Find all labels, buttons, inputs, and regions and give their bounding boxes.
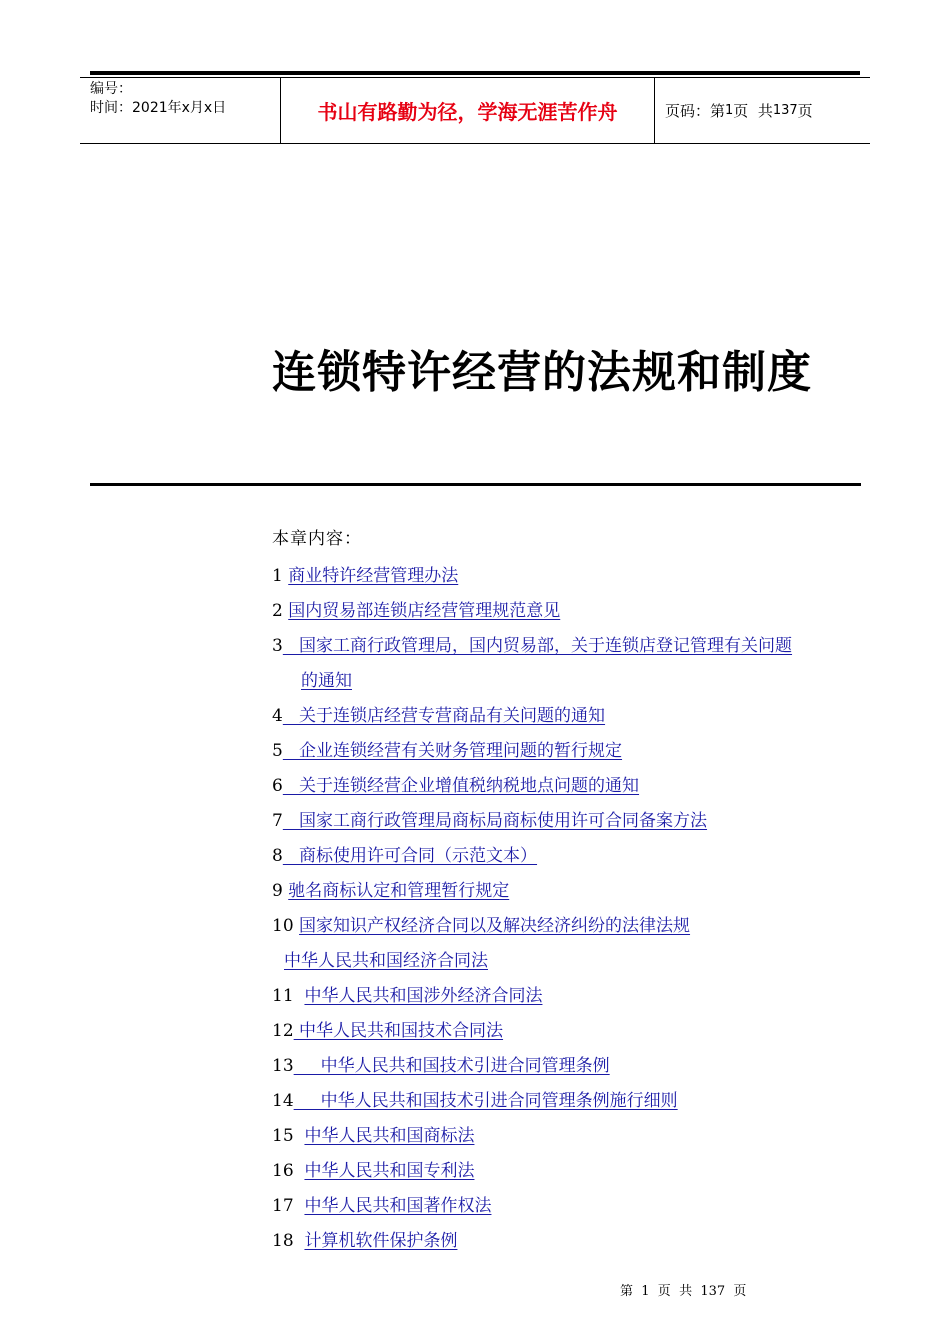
toc-item-number: 9 (272, 881, 283, 901)
toc-item-number: 16 (272, 1161, 294, 1181)
toc-item (272, 594, 872, 629)
document-time-label: 时间：2021年x月x日 (90, 100, 227, 116)
toc-item-number: 11 (272, 986, 294, 1006)
toc-item (272, 699, 872, 734)
toc-item-number: 10 (272, 916, 294, 936)
toc-item-link[interactable]: 商业特许经营管理办法 (288, 566, 459, 586)
toc-item-link[interactable]: 国家工商行政管理局商标局商标使用许可合同备案方法 (282, 811, 708, 831)
toc-item (272, 1189, 872, 1224)
toc-item (272, 559, 872, 594)
toc-item-link[interactable]: 商标使用许可合同（示范文本） (282, 846, 538, 866)
toc-item-link[interactable]: 中华人民共和国涉外经济合同法 (304, 986, 543, 1006)
toc-item (272, 804, 872, 839)
toc-item-number: 4 (272, 706, 283, 726)
toc-item (272, 1014, 872, 1049)
toc-item (272, 1049, 872, 1084)
toc-item-number: 15 (272, 1126, 294, 1146)
toc-item-link[interactable]: 中华人民共和国经济合同法 (284, 951, 488, 971)
header-motto: 书山有路勤为径，学海无涯苦作舟 (281, 78, 655, 143)
toc-item (272, 944, 872, 979)
toc-item-number: 8 (272, 846, 283, 866)
toc-item (272, 979, 872, 1014)
toc-item-link[interactable]: 中华人民共和国著作权法 (304, 1196, 492, 1216)
toc-item-number: 3 (272, 636, 283, 656)
toc-item-number: 13 (272, 1056, 294, 1076)
toc-item-gap (294, 1196, 305, 1216)
toc-heading: 本章内容： (272, 529, 362, 549)
toc-item (272, 839, 872, 874)
toc-item-link[interactable]: 关于连锁经营企业增值税纳税地点问题的通知 (282, 776, 640, 796)
header-page-info (655, 78, 870, 143)
toc-list (272, 559, 872, 1259)
page-footer: 第 1 页 共 137 页 (620, 1284, 747, 1299)
page-label-suffix: 页 (797, 102, 813, 120)
toc-item-link[interactable]: 驰名商标认定和管理暂行规定 (288, 881, 510, 901)
toc-item (272, 734, 872, 769)
page-total: 137 (772, 103, 798, 118)
toc-item-gap (294, 1126, 305, 1146)
toc-item-link[interactable]: 中华人民共和国专利法 (304, 1161, 475, 1181)
title-divider (90, 483, 861, 486)
toc-item-number: 17 (272, 1196, 294, 1216)
toc-item-link[interactable]: 企业连锁经营有关财务管理问题的暂行规定 (282, 741, 623, 761)
toc-item-number: 7 (272, 811, 283, 831)
toc-item (272, 1224, 872, 1259)
toc-item-link[interactable]: 中华人民共和国商标法 (304, 1126, 475, 1146)
document-title: 连锁特许经营的法规和制度 (272, 347, 812, 398)
toc-item-gap (294, 1161, 305, 1181)
toc-item-link[interactable]: 中华人民共和国技术引进合同管理条例 (293, 1056, 610, 1076)
toc-item-number: 6 (272, 776, 283, 796)
toc-item-link[interactable]: 中华人民共和国技术引进合同管理条例施行细则 (293, 1091, 678, 1111)
toc-item-link[interactable]: 国内贸易部连锁店经营管理规范意见 (288, 601, 561, 621)
toc-item-number: 14 (272, 1091, 294, 1111)
toc-item (272, 1084, 872, 1119)
page-current: 1 (725, 103, 734, 118)
toc-item (272, 769, 872, 804)
toc-item-link[interactable]: 国家工商行政管理局，国内贸易部，关于连锁店登记管理有关问题 (282, 636, 793, 656)
toc-item-number: 12 (272, 1021, 294, 1041)
toc-item-gap (294, 1231, 305, 1251)
toc-item-link[interactable]: 国家知识产权经济合同以及解决经济纠纷的法律法规 (299, 916, 691, 936)
table-of-contents (272, 525, 872, 1259)
toc-item (272, 1119, 872, 1154)
toc-item-link[interactable]: 关于连锁店经营专营商品有关问题的通知 (282, 706, 606, 726)
toc-item (272, 629, 872, 664)
page-label-prefix: 页码：第 (665, 102, 726, 120)
toc-item-link[interactable]: 的通知 (301, 671, 352, 691)
page-header (80, 77, 870, 144)
toc-item-link[interactable]: 计算机软件保护条例 (304, 1231, 458, 1251)
toc-item-gap (294, 986, 305, 1006)
toc-item (272, 1154, 872, 1189)
toc-item (272, 909, 872, 944)
toc-item (272, 874, 872, 909)
toc-item-number: 2 (272, 601, 283, 621)
toc-item-number: 5 (272, 741, 283, 761)
document-number-label: 编号： (90, 81, 132, 97)
page-label-mid: 页 共 (733, 102, 773, 120)
toc-item-link[interactable]: 中华人民共和国技术合同法 (293, 1021, 504, 1041)
header-top-rule (90, 71, 860, 75)
toc-item-number: 1 (272, 566, 283, 586)
header-meta (80, 78, 281, 143)
toc-item (272, 664, 872, 699)
toc-item-number: 18 (272, 1231, 294, 1251)
